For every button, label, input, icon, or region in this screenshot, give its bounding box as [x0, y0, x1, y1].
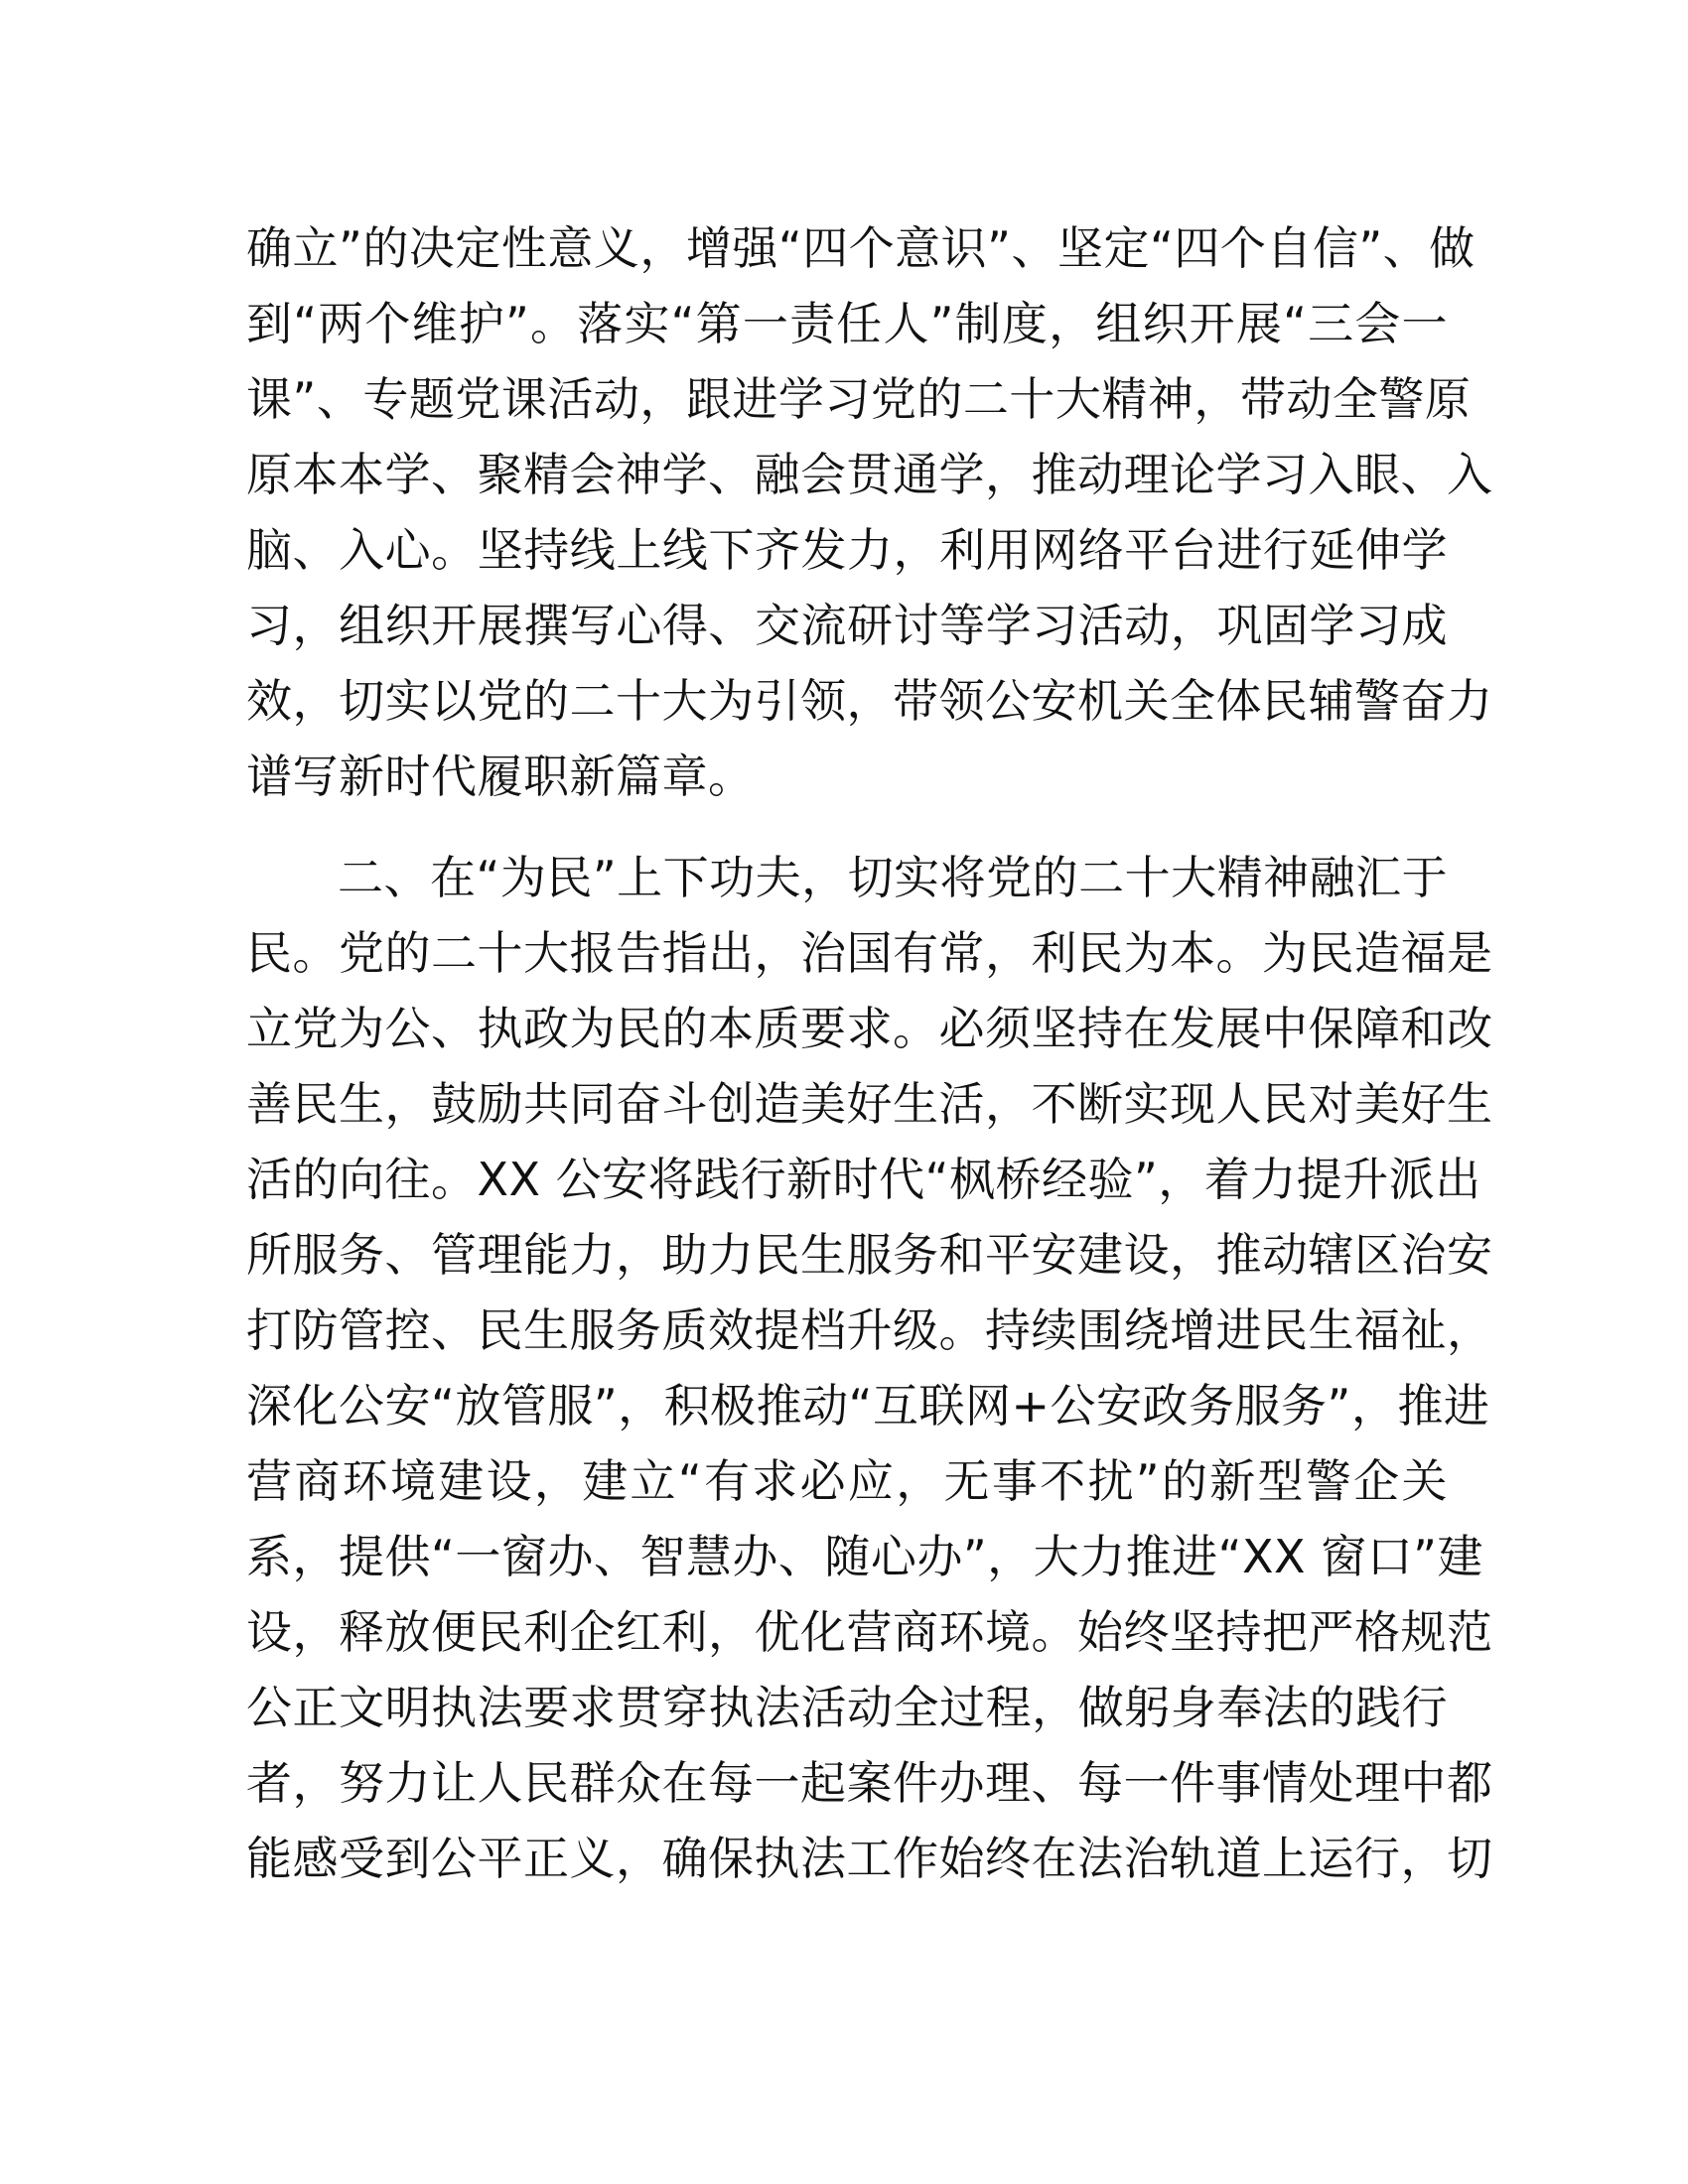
paragraph-line: 能感受到公平正义，确保执法工作始终在法治轨道上运行，切	[246, 1832, 1493, 1885]
paragraph-line: 公正文明执法要求贯穿执法活动全过程，做躬身奉法的践行	[246, 1681, 1448, 1734]
paragraph-line: 习，组织开展撰写心得、交流研讨等学习活动，巩固学习成	[246, 599, 1448, 652]
paragraph-line: 课”、专题党课活动，跟进学习党的二十大精神，带动全警原	[246, 372, 1472, 426]
paragraph-line: 系，提供“一窗办、智慧办、随心办”，大力推进“XX 窗口”建	[246, 1530, 1483, 1583]
paragraph-line: 确立”的决定性意义，增强“四个意识”、坚定“四个自信”、做	[246, 221, 1476, 275]
paragraph-line: 打防管控、民生服务质效提档升级。持续围绕增进民生福祉，	[246, 1303, 1493, 1357]
paragraph-line: 立党为公、执政为民的本质要求。必须坚持在发展中保障和改	[246, 1002, 1493, 1055]
paragraph-line: 深化公安“放管服”，积极推动“互联网+公安政务服务”，推进	[246, 1379, 1490, 1433]
paragraph-line: 者，努力让人民群众在每一起案件办理、每一件事情处理中都	[246, 1756, 1493, 1810]
paragraph-line: 善民生，鼓励共同奋斗创造美好生活，不断实现人民对美好生	[246, 1077, 1493, 1131]
paragraph-1	[246, 210, 1493, 814]
paragraph-line: 到“两个维护”。落实“第一责任人”制度，组织开展“三会一	[246, 297, 1448, 350]
paragraph-line: 谱写新时代履职新篇章。	[246, 750, 755, 803]
paragraph-line: 设，释放便民利企红利，优化营商环境。始终坚持把严格规范	[246, 1605, 1493, 1659]
paragraph-line: 营商环境建设，建立“有求必应，无事不扰”的新型警企关	[246, 1454, 1448, 1508]
paragraph-line: 二、在“为民”上下功夫，切实将党的二十大精神融汇于	[338, 851, 1449, 904]
paragraph-2	[246, 840, 1493, 1896]
paragraph-line: 民。党的二十大报告指出，治国有常，利民为本。为民造福是	[246, 926, 1493, 980]
paragraph-line: 所服务、管理能力，助力民生服务和平安建设，推动辖区治安	[246, 1228, 1493, 1282]
paragraph-line: 活的向往。XX 公安将践行新时代“枫桥经验”，着力提升派出	[246, 1153, 1481, 1206]
paragraph-line: 原本本学、聚精会神学、融会贯通学，推动理论学习入眼、入	[246, 448, 1493, 501]
paragraph-line: 脑、入心。坚持线上线下齐发力，利用网络平台进行延伸学	[246, 523, 1448, 577]
paragraph-line: 效，切实以党的二十大为引领，带领公安机关全体民辅警奋力	[246, 674, 1493, 728]
